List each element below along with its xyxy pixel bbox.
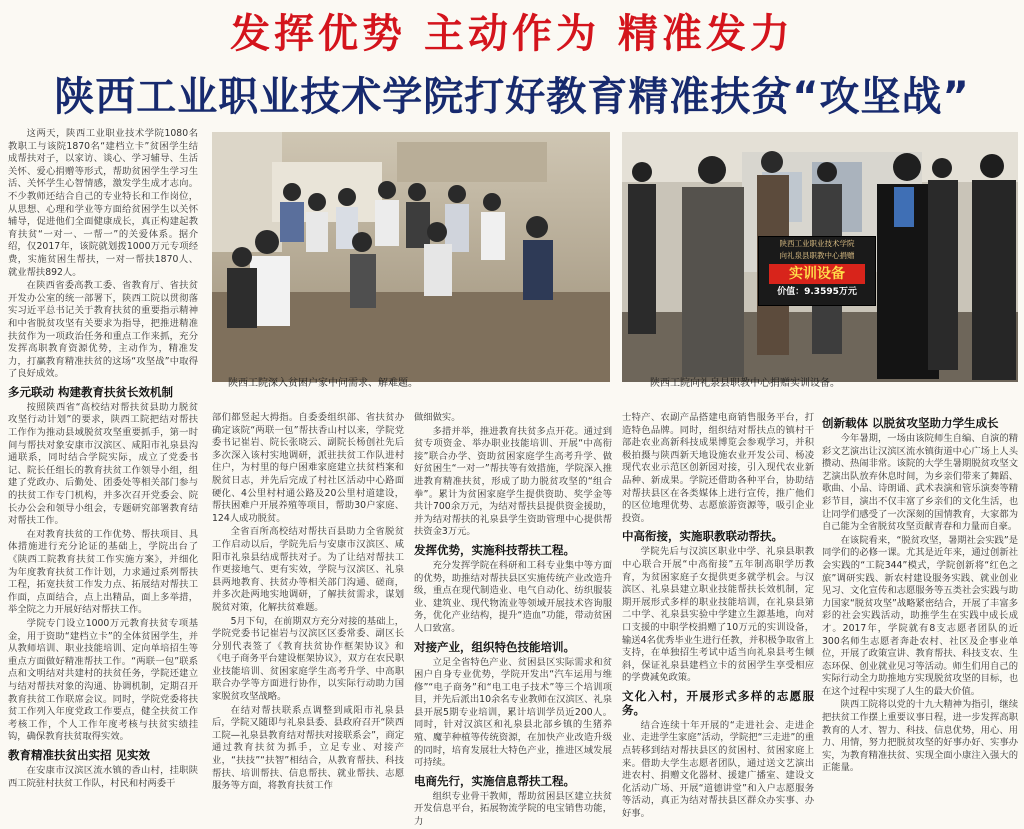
paragraph: 立足全省特色产业、贫困县区实际需求和贫困户自身专业优势，学院开发出“汽车运用与维修”“电子商务”和“电工电子技术”等三个培训项目，并先后派出10余名专业教师在汉滨区、礼泉县开展5期专业培训，累计培训学员近200人。同时，针对汉滨区和礼泉县北部乡镇的生猪养殖、魔芋种植等传统资源，在加快产业改造升级的同时，培育发展壮大特色产业，推进区域发展可持续。 <box>414 656 612 769</box>
section-heading: 多元联动 构建教育扶贫长效机制 <box>8 384 174 399</box>
section-heading: 创新载体 以脱贫攻坚助力学生成长 <box>822 416 999 430</box>
sign-title: 实训设备 <box>769 264 865 284</box>
article-column-3 <box>414 412 612 828</box>
paragraph: 这两天，陕西工业职业技术学院1080名教职工与该院1870名“建档立卡”贫困学生结成帮扶对子，以家访、谈心、学习辅导、生活关怀、爱心捐赠等形式，帮助贫困学生学习生活、关怀学生心智情感，激发学生成才志向。不少教师还结合自己的专业特长和工作岗位，从思想、心理和学业等方面给贫困学生以关怀辅导，促进他们全面健康成长，真正构建起教育扶贫“一对一、一帮一”的关爱体系。据介绍，仅2017年，该院就划拨1000万元专项经费，实施贫困生帮扶，一对一帮扶1870人、就业帮扶892人。 <box>8 128 198 278</box>
sign-value: 价值：9.3595万元 <box>777 287 857 297</box>
paragraph: 在安康市汉滨区流水镇的香山村，挂职陕西工院驻村扶贫工作队，村民和村两委干 <box>8 764 198 789</box>
paragraph: 5月下旬，在前期双方充分对接的基础上，学院党委书记崔岩与汉滨区区委常委、副区长分别代表签了《教育扶贫协作框架协议》和《电子商务平台建设框架协议》，双方在农民职业技能培训、贫困家庭学生高考升学、中高职联合办学等方面进行协作，以实际行动助力国家脱贫攻坚战略。 <box>212 615 404 703</box>
paragraph: 充分发挥学院在科研和工科专业集中等方面的优势，助推结对帮扶县区实施传统产业改造升级，重点在现代制造业、电气自动化、纺织服装业、建筑业、现代物流业等领域开展技术咨询服务，优化产业结构，提升“造血”功能，带动贫困人口致富。 <box>414 559 612 634</box>
photo-home-visit-image <box>212 132 610 382</box>
photo-home-visit-caption: 陕西工院深入贫困户家中问需求、解难题。 <box>228 378 418 389</box>
donation-sign <box>758 236 876 306</box>
section-heading: 对接产业，组织特色技能培训。 <box>414 639 575 654</box>
sign-line-2: 向礼泉县职教中心捐赠 <box>779 251 855 260</box>
sign-line-1: 陕西工业职业技术学院 <box>779 239 855 248</box>
section-heading: 教育精准扶贫出实招 见实效 <box>8 747 151 762</box>
paragraph: 学院先后与汉滨区职业中学、礼泉县职教中心联合开展“中高衔接”五年制高职学历教育，为贫困家庭子女提供更多就学机会。与汉滨区、礼泉县建立职业技能帮扶长效机制，定期开展形式多样的职业技能培训，在礼泉县第二中学、礼泉县实验中学建立生源基地，向对口支援的中职学校捐赠了10万元的实训设备，输送4名优秀毕业生进行任教，并积极争取省上支持，在单独招生考试中适当向礼泉县考生倾斜，保证礼泉县建档立卡的贫困学生享受相应的学费减免政策。 <box>622 546 814 684</box>
photo-home-visit <box>212 132 610 382</box>
paragraph: 在对教育扶贫的工作优势、帮扶项目、具体措施进行充分论证的基础上，学院出台了《陕西工院教育扶贫工作实施方案》，并细化为年度教育扶贫工作计划，力求通过系列帮扶工程，拓宽扶贫工作发力点、拓展结对帮扶工作面，点面结合，点上出精品，面上多举措，举全院之力开展好结对帮扶工作。 <box>8 528 198 616</box>
photo-equipment-donation-caption: 陕西工院向礼泉县职教中心捐赠实训设备。 <box>650 378 840 389</box>
paragraph: 部们都竖起大拇指。自委委组织部、省扶贫办确定该院“两联一包”帮扶香山村以来，学院党委书记崔岩、院长张晓云、副院长杨创社先后多次深入该村实地调研，派驻扶贫工作队进村住户，为村里的每户困难家庭建立扶贫档案和脱贫日志，并先后完成了村社区活动中心路面硬化、4公里村村通公路及20公里村道建设，帮扶困难户开展养殖等项目，帮助30户家庭、124人成功脱贫。 <box>212 412 404 524</box>
section-heading: 中高衔接，实施职教联动帮扶。 <box>622 529 783 544</box>
section-heading: 文化入村，开展形式多样的志愿服务。 <box>622 688 814 717</box>
main-headline: 陕西工业职业技术学院打好教育精准扶贫“攻坚战” <box>54 74 970 120</box>
paragraph: 在陕西省委高教工委、省教育厅、省扶贫开发办公室的统一部署下，陕西工院以贯彻落实习近平总书记关于教育扶贫的重要指示精神和中省脱贫攻坚有关要求为指导，把推进精准扶贫作为一项政治任务和重点工作来抓，充分发挥高职教育资源优势，主动作为，精准发力，打赢教育精准扶贫的这场“攻坚战”中取得了良好成效。 <box>8 280 198 380</box>
article-column-2 <box>212 412 404 792</box>
paragraph: 在该院看来，“脱贫攻坚，暑期社会实践”是同学们的必修一课。尤其是近年来，通过创新社会实践的“工院344”模式，学院创新将“红色之旅”调研实践、新农村建设服务实践、就业创业见习、文化宣传和志愿服务等五类社会实践与助力国家“脱贫攻坚”战略紧密结合，开展了丰富多彩的社会实践活动，助推学生在实践中成长成才。2017年，学院就有8支志愿者团队的近300名师生志愿者奔赴农村、社区及企事业单位，开展了政策宣讲、教育帮扶、科技支农、生态环保、创业就业见习等活动。师生们用自己的实际行动全力助推地方实现脱贫攻坚的目标，也在这个过程中实现了人生的最大价值。 <box>822 534 1018 697</box>
article-column-5 <box>822 412 1018 774</box>
paragraph: 做细做实。 <box>414 412 461 423</box>
article-column-1 <box>8 128 198 789</box>
paragraph: 按照陕西省“高校结对帮扶贫县助力脱贫攻坚行动计划”的要求，陕西工院把结对帮扶工作作为推动县域脱贫攻坚重要抓手，第一时间与帮扶对象安康市汉滨区、咸阳市礼泉县沟通联系，同时结合学院实际，成立了党委书记、院长任组长的教育扶贫工作领导小组，组建了党政办、后勤处、团委处等相关部门参与的扶贫工作专门机构，并多次召开党委会、院长办公会和领导小组会，专题研究部署教育结对帮扶工作。 <box>8 401 198 527</box>
paragraph: 组织专业骨干教师，帮助贫困县区建立扶贫开发信息平台，拓展物流学院的电宝销售功能，力 <box>414 790 612 828</box>
paragraph: 陕西工院将以党的十九大精神为指引，继续把扶贫工作摆上重要议事日程，进一步发挥高职教育的人才、智力、科技、信息优势，用心、用力、用情，努力把脱贫攻坚的好事办好、实事办实，为教育精准扶贫、实现全面小康注入强大的正能量。 <box>822 699 1018 774</box>
section-heading: 发挥优势，实施科技帮扶工程。 <box>414 542 575 557</box>
paragraph: 全省百所高校结对帮扶百县助力全省脱贫工作启动以后，学院先后与安康市汉滨区、咸阳市礼泉县结成帮扶对子。为了让结对帮扶工作更接地气、更有实效，学院与汉滨区、礼泉县两地教育、扶贫办等相关部门沟通、磋商，并多次赴两地实地调研，了解扶贫需求，谋划脱贫对策，化解扶贫难题。 <box>212 526 404 613</box>
paragraph: 今年暑期，一场由该院师生自编、自演的精彩文艺演出让汉滨区流水镇街道中心广场上人头攒动、热闹非常。该院的大学生暑期脱贫攻坚文艺演出队放弃休息时间，为乡亲们带来了舞蹈、歌曲、小品、诗朗诵、武术表演和管乐演奏等精彩节目，演出不仅丰富了乡亲们的文化生活，也让同学们感受了一次深刻的国情教育，大家都为自己能为全省脱贫攻坚贡献青春和力量而自豪。 <box>822 433 1018 533</box>
kicker-headline: 发挥优势 主动作为 精准发力 <box>230 11 794 57</box>
paragraph: 在结对帮扶联系点调整到咸阳市礼泉县后，学院又随即与礼泉县委、县政府召开“陕西工院—礼泉县教育结对帮扶对接联系会”，商定通过教育扶贫为抓手，立足专业、对接产业，“扶技”“扶智”相结合，从教育帮扶、科技帮扶、培训帮扶、信息帮扶、就业帮扶、志愿服务等方面，将教育扶贫工作 <box>212 704 404 792</box>
article-column-4 <box>622 412 814 820</box>
paragraph: 结合连续十年开展的“走进社会、走进企业、走进学生家庭”活动，学院把“三走进”的重点转移到结对帮扶县区的贫困村、贫困家庭上来。借助大学生志愿者团队，通过送文艺演出进农村、捐赠文化器材、援建广播室、建设文化活动广场、开展“道德讲堂”和入户志愿服务等活动，真正为结对帮扶县区群众办实事、办好事。 <box>622 719 814 820</box>
paragraph: 士特产、农副产品搭建电商销售服务平台，打造特色品牌。同时，组织结对帮扶点的镇村干部赴农业高新科技成果博览会参观学习，并积极拍摄与陕西新天地设施农业开发公司、杨凌现代农业示范区创新园对接，引入现代农业新品种、新成果。学院还借助各种平台，协助结对帮扶县区在各类媒体上进行宣传，推广他们的区位地理优势、志愿旅游资源等，吸引企业投资。 <box>622 412 814 524</box>
paragraph: 多措并举，推进教育扶贫多点开花。通过到贫专项资金、举办职业技能培训、开展“中高衔接”联合办学、资助贫困家庭学生高考升学、做好贫困生“一对一”帮扶等有效措施，学院深入推进教育精准扶贫，形成了助力脱贫攻坚的“组合拳”。累计为贫困家庭学生提供资助、奖学金等共计700余万元，为结对帮扶县提供资金援助，并为结对帮扶的礼泉县学生资助管理中心提供帮扶资金3万元。 <box>414 425 612 538</box>
section-heading: 电商先行，实施信息帮扶工程。 <box>414 773 575 788</box>
paragraph: 学院专门设立1000万元教育扶贫专项基金，用于资助“建档立卡”的全体贫困学生，并从教师培训、职业技能培训、定向单培招生等重点方面做好精准帮扶工作。“两联一包”联系点和文明结对共建村的扶贫任务，学院还建立与结对帮扶对象的沟通、协调机制，定期召开教育扶贫工作联席会议。同时，学院党委将扶贫工作列入年度党政工作要点，健全扶贫工作考核工作，个人工作年度考核与扶贫实绩挂钩，确保教育扶贫取得实效。 <box>8 617 198 743</box>
